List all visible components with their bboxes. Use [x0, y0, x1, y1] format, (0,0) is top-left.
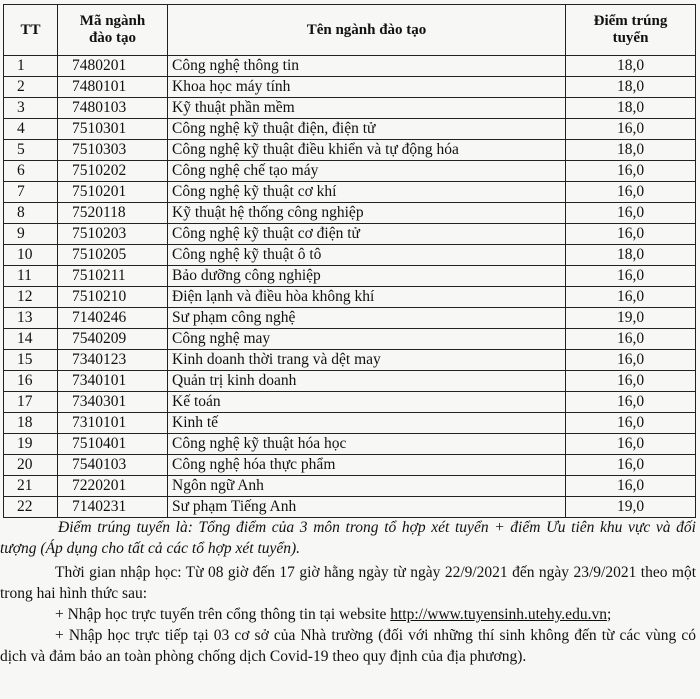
row-name: Khoa học máy tính	[168, 77, 566, 98]
online-enrollment-item	[0, 604, 696, 625]
table-row	[4, 140, 696, 161]
header-score-line2: tuyển	[612, 30, 649, 46]
row-tt: 9	[4, 224, 58, 245]
row-tt: 3	[4, 98, 58, 119]
row-score: 16,0	[566, 392, 696, 413]
row-name: Công nghệ chế tạo máy	[168, 161, 566, 182]
table-row	[4, 434, 696, 455]
row-score: 16,0	[566, 224, 696, 245]
row-name: Kỹ thuật hệ thống công nghiệp	[168, 203, 566, 224]
row-name: Kinh doanh thời trang và dệt may	[168, 350, 566, 371]
row-tt: 20	[4, 455, 58, 476]
row-tt: 13	[4, 308, 58, 329]
row-code: 7340123	[58, 350, 168, 371]
table-row	[4, 413, 696, 434]
row-tt: 16	[4, 371, 58, 392]
row-code: 7140231	[58, 497, 168, 518]
row-tt: 10	[4, 245, 58, 266]
table-row	[4, 266, 696, 287]
table-row	[4, 119, 696, 140]
row-tt: 11	[4, 266, 58, 287]
row-name: Điện lạnh và điều hòa không khí	[168, 287, 566, 308]
header-name: Tên ngành đào tạo	[168, 5, 566, 56]
row-name: Công nghệ hóa thực phẩm	[168, 455, 566, 476]
row-code: 7510211	[58, 266, 168, 287]
row-name: Công nghệ kỹ thuật ô tô	[168, 245, 566, 266]
row-tt: 15	[4, 350, 58, 371]
enrollment-time-text: Thời gian nhập học: Từ 08 giờ đến 17 giờ hằng ngày từ ngày 22/9/2021 đến ngày 23/9/2021 theo một trong hai hình thức sau:	[0, 564, 696, 602]
row-code: 7540103	[58, 455, 168, 476]
row-score: 16,0	[566, 161, 696, 182]
table-row	[4, 203, 696, 224]
header-code-line1: Mã ngành	[79, 13, 146, 29]
table-row	[4, 371, 696, 392]
row-name: Công nghệ kỹ thuật cơ khí	[168, 182, 566, 203]
row-code: 7480201	[58, 56, 168, 77]
row-score: 16,0	[566, 203, 696, 224]
table-row	[4, 329, 696, 350]
table-row	[4, 455, 696, 476]
row-name: Công nghệ kỹ thuật hóa học	[168, 434, 566, 455]
header-code-line2: đào tạo	[88, 30, 137, 46]
online-enrollment-text: + Nhập học trực tuyến trên cổng thông tin tại website	[55, 606, 391, 623]
row-tt: 2	[4, 77, 58, 98]
table-row	[4, 476, 696, 497]
row-tt: 6	[4, 161, 58, 182]
table-row	[4, 56, 696, 77]
row-code: 7140246	[58, 308, 168, 329]
row-code: 7510401	[58, 434, 168, 455]
row-code: 7510303	[58, 140, 168, 161]
row-name: Quản trị kinh doanh	[168, 371, 566, 392]
table-row	[4, 245, 696, 266]
table-row	[4, 77, 696, 98]
table-row	[4, 224, 696, 245]
online-enrollment-suffix: ;	[606, 606, 612, 623]
row-name: Công nghệ kỹ thuật điện, điện tử	[168, 119, 566, 140]
table-row	[4, 98, 696, 119]
row-name: Sư phạm công nghệ	[168, 308, 566, 329]
row-score: 16,0	[566, 182, 696, 203]
row-code: 7510301	[58, 119, 168, 140]
row-score: 16,0	[566, 413, 696, 434]
row-code: 7310101	[58, 413, 168, 434]
row-score: 19,0	[566, 497, 696, 518]
row-tt: 4	[4, 119, 58, 140]
row-tt: 19	[4, 434, 58, 455]
row-tt: 8	[4, 203, 58, 224]
row-score: 16,0	[566, 434, 696, 455]
row-tt: 22	[4, 497, 58, 518]
row-name: Bảo dưỡng công nghiệp	[168, 266, 566, 287]
row-code: 7510205	[58, 245, 168, 266]
row-score: 16,0	[566, 329, 696, 350]
row-code: 7340301	[58, 392, 168, 413]
offline-enrollment-item: + Nhập học trực tiếp tại 03 cơ sở của Nhà trường (đối với những thí sinh không đến từ các vùng có dịch và đảm bảo an toàn phòng chống dịch Covid-19 theo quy định của địa phương).	[0, 627, 696, 665]
row-score: 19,0	[566, 308, 696, 329]
row-tt: 1	[4, 56, 58, 77]
row-code: 7220201	[58, 476, 168, 497]
row-name: Công nghệ thông tin	[168, 56, 566, 77]
score-definition-note: Điểm trúng tuyển là: Tổng điểm của 3 môn trong tổ hợp xét tuyển + điểm Ưu tiên khu vực và đối tượng (Áp dụng cho tất cả các tổ hợp xét tuyển).	[0, 519, 696, 557]
row-score: 16,0	[566, 119, 696, 140]
header-score-line1: Điểm trúng	[593, 13, 668, 29]
row-code: 7480103	[58, 98, 168, 119]
row-score: 16,0	[566, 476, 696, 497]
admission-website-link[interactable]: http://www.tuyensinh.utehy.edu.vn	[390, 606, 607, 623]
row-score: 16,0	[566, 266, 696, 287]
row-code: 7510202	[58, 161, 168, 182]
row-name: Công nghệ kỹ thuật cơ điện tử	[168, 224, 566, 245]
row-name: Công nghệ kỹ thuật điều khiển và tự động hóa	[168, 140, 566, 161]
row-tt: 12	[4, 287, 58, 308]
header-tt: TT	[4, 5, 58, 56]
table-row	[4, 497, 696, 518]
table-body	[4, 56, 696, 518]
row-code: 7340101	[58, 371, 168, 392]
row-code: 7480101	[58, 77, 168, 98]
table-row	[4, 392, 696, 413]
row-name: Ngôn ngữ Anh	[168, 476, 566, 497]
header-code	[58, 5, 168, 56]
notes-section	[0, 517, 696, 667]
row-tt: 7	[4, 182, 58, 203]
row-name: Kỹ thuật phần mềm	[168, 98, 566, 119]
row-score: 18,0	[566, 245, 696, 266]
table-row	[4, 308, 696, 329]
table-row	[4, 182, 696, 203]
row-code: 7540209	[58, 329, 168, 350]
row-name: Kế toán	[168, 392, 566, 413]
row-tt: 18	[4, 413, 58, 434]
row-score: 18,0	[566, 98, 696, 119]
row-tt: 21	[4, 476, 58, 497]
row-name: Kinh tế	[168, 413, 566, 434]
row-name: Công nghệ may	[168, 329, 566, 350]
table-row	[4, 350, 696, 371]
table-row	[4, 287, 696, 308]
row-score: 16,0	[566, 371, 696, 392]
row-code: 7510210	[58, 287, 168, 308]
row-score: 18,0	[566, 56, 696, 77]
row-score: 18,0	[566, 77, 696, 98]
row-code: 7510203	[58, 224, 168, 245]
table-header-row	[4, 5, 696, 56]
row-code: 7520118	[58, 203, 168, 224]
row-score: 16,0	[566, 455, 696, 476]
row-tt: 5	[4, 140, 58, 161]
row-code: 7510201	[58, 182, 168, 203]
row-score: 18,0	[566, 140, 696, 161]
row-tt: 17	[4, 392, 58, 413]
table-row	[4, 161, 696, 182]
row-tt: 14	[4, 329, 58, 350]
header-score	[566, 5, 696, 56]
row-name: Sư phạm Tiếng Anh	[168, 497, 566, 518]
admission-score-table	[3, 4, 696, 518]
row-score: 16,0	[566, 287, 696, 308]
row-score: 16,0	[566, 350, 696, 371]
